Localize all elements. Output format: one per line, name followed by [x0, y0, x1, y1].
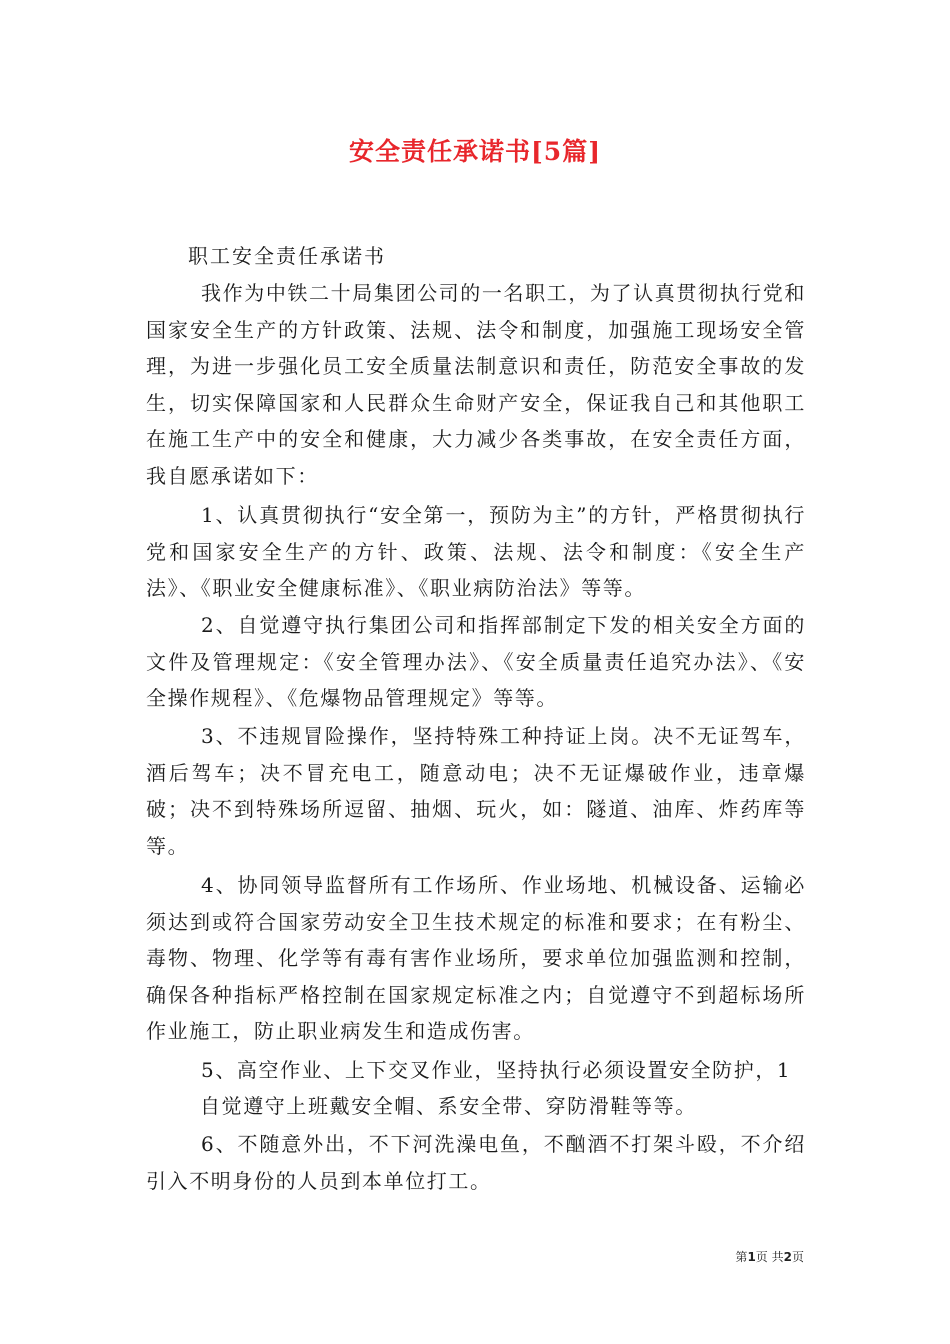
paragraph-intro-text: 我作为中铁二十局集团公司的一名职工，为了认真贯彻执行党和国家安全生产的方针政策、法规、法令和制度，加强施工现场安全管理，为进一步强化员工安全质量法制意识和责任，防范安全事故的发生，切实保障国家和人民群众生命财产安全，保证我自己和其他职工在施工生产中的安全和健康，大力减少各类事故，在安全责任方面，我自愿承诺如下：	[146, 281, 806, 488]
paragraph-item-6	[146, 1126, 806, 1199]
paragraph-item-2-text: 2、自觉遵守执行集团公司和指挥部制定下发的相关安全方面的文件及管理规定：《安全管理办法》、《安全质量责任追究办法》、《安全操作规程》、《危爆物品管理规定》等等。	[146, 613, 806, 710]
paragraph-intro	[146, 275, 806, 494]
paragraph-item-4-text: 4、协同领导监督所有工作场所、作业场地、机械设备、运输必须达到或符合国家劳动安全卫生技术规定的标准和要求；在有粉尘、毒物、物理、化学等有毒有害作业场所，要求单位加强监测和控制，确保各种指标严格控制在国家规定标准之内；自觉遵守不到超标场所作业施工，防止职业病发生和造成伤害。	[146, 873, 806, 1043]
paragraph-item-5-continuation: 自觉遵守上班戴安全帽、系安全带、穿防滑鞋等等。	[200, 1094, 697, 1118]
paragraph-item-2	[146, 607, 806, 717]
paragraph-item-3-text: 3、不违规冒险操作，坚持特殊工种持证上岗。决不无证驾车，酒后驾车；决不冒充电工，随意动电；决不无证爆破作业，违章爆破；决不到特殊场所逗留、抽烟、玩火，如：隧道、油库、炸药库等等。	[146, 724, 806, 858]
paragraph-item-5	[146, 1052, 806, 1089]
section-heading: 职工安全责任承诺书	[188, 244, 386, 268]
paragraph-item-1	[146, 497, 806, 607]
paragraph-item-3	[146, 718, 806, 864]
paragraph-item-1-text: 1、认真贯彻执行“安全第一，预防为主”的方针，严格贯彻执行党和国家安全生产的方针、政策、法规、法令和制度：《安全生产法》、《职业安全健康标准》、《职业病防治法》等等。	[146, 503, 806, 600]
paragraph-item-6-text: 6、不随意外出，不下河洗澡电鱼，不酗酒不打架斗殴，不介绍引入不明身份的人员到本单位打工。	[146, 1132, 806, 1193]
footer-prefix: 第	[735, 1250, 748, 1264]
document-title: 安全责任承诺书[5篇]	[348, 137, 602, 166]
footer-current-page: 1	[747, 1250, 756, 1264]
footer-suffix: 页	[791, 1250, 804, 1264]
paragraph-item-4	[146, 867, 806, 1050]
footer-middle: 页 共	[755, 1250, 784, 1264]
page-footer	[735, 1248, 804, 1265]
footer-total-pages: 2	[783, 1250, 792, 1264]
paragraph-item-5-text: 5、高空作业、上下交叉作业，坚持执行必须设置安全防护，1	[201, 1058, 792, 1082]
